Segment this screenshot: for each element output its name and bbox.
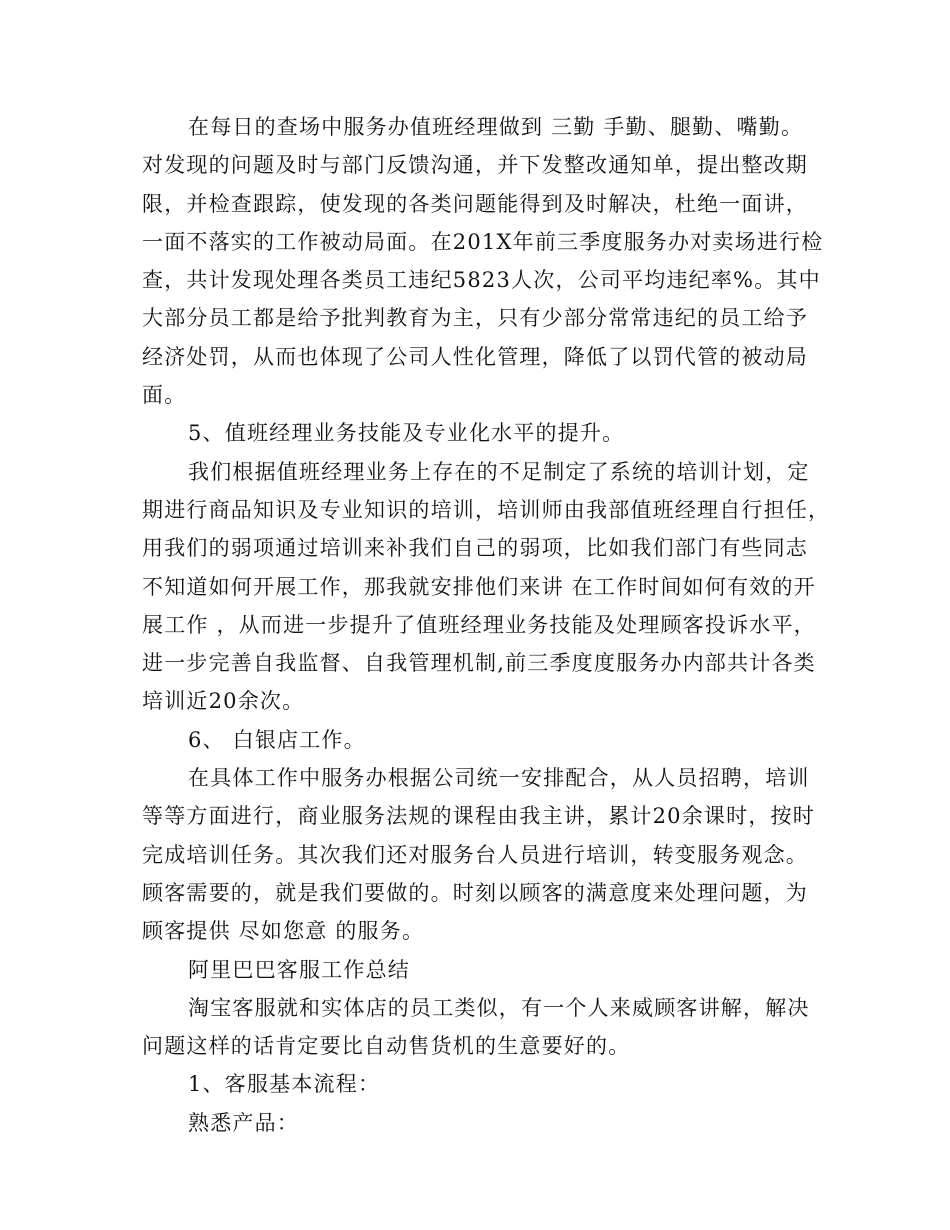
document-text-line: 用我们的弱项通过培训来补我们自己的弱项，比如我们部门有些同志 <box>142 536 808 561</box>
document-body <box>142 108 831 1142</box>
document-text-line: 经济处罚，从而也体现了公司人性化管理，降低了以罚代管的被动局 <box>142 344 808 369</box>
document-text-line: 6、 白银店工作。 <box>188 727 366 752</box>
document-text-line: 阿里巴巴客服工作总结 <box>188 957 410 982</box>
document-text-line: 查，共计发现处理各类员工违纪5823人次，公司平均违纪率%。其中 <box>142 268 821 293</box>
document-text-line: 展工作 ，从而进一步提升了值班经理业务技能及处理顾客投诉水平， <box>142 612 816 637</box>
document-text-line: 培训近20余次。 <box>142 689 305 714</box>
document-text-line: 顾客提供 尽如您意 的服务。 <box>142 919 425 944</box>
document-text-line: 问题这样的话肯定要比自动售货机的生意要好的。 <box>142 1034 631 1059</box>
document-text-line: 5、值班经理业务技能及专业化水平的提升。 <box>188 421 625 446</box>
document-text-line: 熟悉产品： <box>188 1110 299 1135</box>
document-text-line: 在具体工作中服务办根据公司统一安排配合，从人员招聘，培训 <box>188 766 810 791</box>
document-text-line: 淘宝客服就和实体店的员工类似，有一个人来威顾客讲解，解决 <box>188 995 810 1020</box>
document-text-line: 等等方面进行，商业服务法规的课程由我主讲，累计20余课时，按时 <box>142 804 815 829</box>
document-text-line: 顾客需要的，就是我们要做的。时刻以顾客的满意度来处理问题，为 <box>142 880 808 905</box>
document-text-line: 一面不落实的工作被动局面。在201X年前三季度服务办对卖场进行检 <box>142 229 824 254</box>
document-text-line: 面。 <box>142 383 187 408</box>
document-text-line: 大部分员工都是给予批判教育为主，只有少部分常常违纪的员工给予 <box>142 306 808 331</box>
document-text-line: 在每日的查场中服务办值班经理做到 三勤 手勤、腿勤、嘴勤。 <box>188 115 804 139</box>
document-text-line: 进一步完善自我监督、自我管理机制,前三季度度服务办内部共计各类 <box>142 651 816 676</box>
document-text-line: 完成培训任务。其次我们还对服务台人员进行培训，转变服务观念。 <box>142 842 808 867</box>
document-text-line: 不知道如何开展工作，那我就安排他们来讲 在工作时间如何有效的开 <box>142 574 816 599</box>
document-text-line: 1、客服基本流程： <box>188 1072 381 1097</box>
document-text-line: 期进行商品知识及专业知识的培训，培训师由我部值班经理自行担任， <box>142 497 831 522</box>
document-text-line: 限，并检查跟踪，使发现的各类问题能得到及时解决，杜绝一面讲， <box>142 191 808 216</box>
document-text-line: 对发现的问题及时与部门反馈沟通，并下发整改通知单，提出整改期 <box>142 153 808 178</box>
document-text-line: 我们根据值班经理业务上存在的不足制定了系统的培训计划，定 <box>188 459 810 484</box>
